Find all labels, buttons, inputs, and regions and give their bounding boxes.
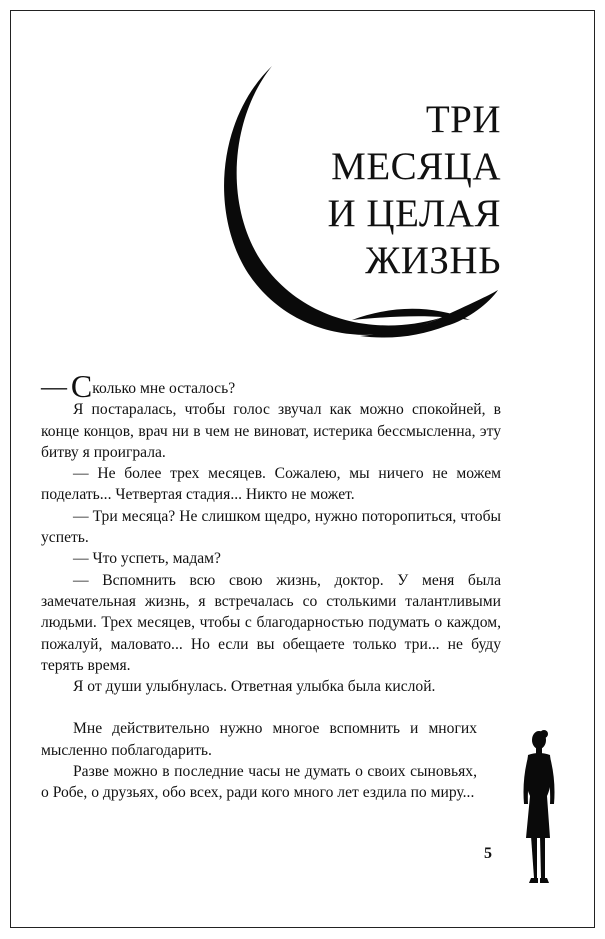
chapter-body	[41, 368, 501, 804]
chapter-title-line: ТРИ	[425, 98, 501, 141]
paragraph: Мне действительно нужно многое вспомнить и многих мысленно поблагодарить.	[41, 720, 477, 759]
paragraph: Я постаралась, чтобы голос звучал как можно спокойней, в конце концов, врач ни в чем не виноват, истерика бессмысленна, эту битву я проиграла.	[41, 401, 501, 461]
paragraph: Разве можно в последние часы не думать о своих сыновьях, о Робе, о друзьях, обо всех, ради кого много лет ездила по миру...	[41, 763, 477, 802]
section-break	[41, 697, 501, 718]
chapter-title-line: ЖИЗНЬ	[365, 239, 501, 282]
opening-dash: —	[41, 372, 67, 401]
chapter-title-line: МЕСЯЦА	[331, 145, 501, 188]
paragraph: — Три месяца? Не слишком щедро, нужно поторопиться, чтобы успеть.	[41, 507, 501, 547]
paragraph: Я от души улыбнулась. Ответная улыбка была кислой.	[73, 678, 436, 696]
paragraph: — Не более трех месяцев. Сожалею, мы ничего не можем поделать... Четвертая стадия... Никто не может.	[41, 465, 501, 504]
chapter-title	[327, 96, 501, 284]
paragraph: — Что успеть, мадам?	[73, 550, 221, 568]
paragraph: — Вспомнить всю свою жизнь, доктор. У меня была замечательная жизнь, я встречалась со столькими талантливыми людьми. Трех месяцев, чтобы с благодарностью подумать о каждом, пожалуй, маловато... Но если вы обещаете только три... не буду терять время.	[41, 571, 501, 674]
woman-silhouette-icon	[514, 728, 562, 888]
drop-initial: С	[70, 368, 93, 404]
page-number: 5	[484, 845, 492, 862]
opening-text: колько мне осталось?	[92, 380, 236, 397]
chapter-title-line: И ЦЕЛАЯ	[327, 192, 501, 235]
opening-line	[41, 368, 501, 404]
